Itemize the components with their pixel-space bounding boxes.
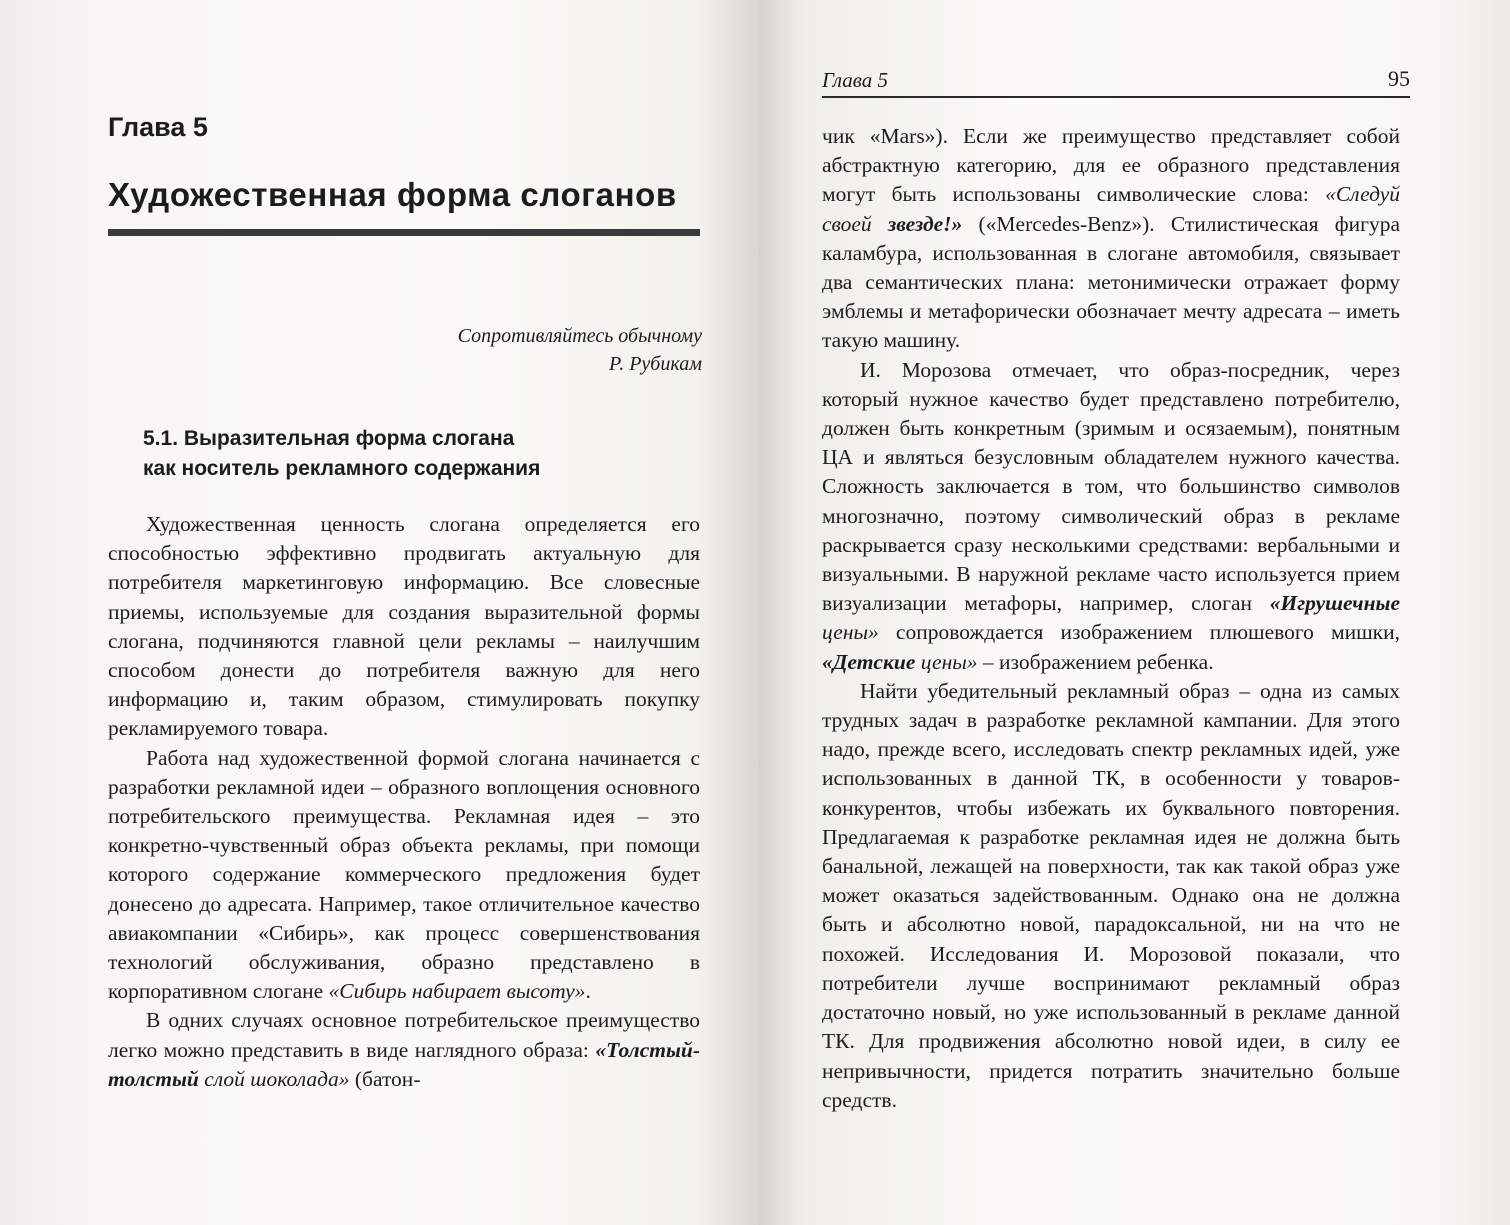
left-paragraph-3 [108,1006,700,1094]
right-paragraph-3: Найти убедительный рекламный образ – одна из самых трудных задач в разработке рекламной кампании. Для этого надо, прежде всего, исследовать спектр рекламных идей, уже использованных в данной ТК, в особенности у товаров-конкурентов, чтобы избежать их буквального повторения. Предлагаемая к разработке рекламная идея не должна быть банальной, лежащей на поверхности, так как такой образ уже может оказаться задействованным. Однако она не должна быть и абсолютно новой, парадоксальной, ни на что не похожей. Исследования И. Морозовой показали, что потребители лучше воспринимают рекламный образ достаточно новый, но уже использованный в рекламе данной ТК. Для продвижения абсолютно новой идеи, в силу ее непривычности, придется потратить значительно больше средств. [822,678,1400,1112]
epigraph-quote: Сопротивляйтесь обычному [457,325,702,347]
section-heading [143,424,703,484]
left-paragraph-3-text: В одних случаях основное потребительское преимущество легко можно представить в виде наглядного образа: [108,1008,700,1062]
slogan-detskie-bold: «Детские [822,649,916,674]
right-paragraph-1-end: («Mercedes-Benz»). Стилистическая фигура каламбура, использованная в слогане автомобиля, связывает два семантических плана: метонимически отражает форму эмблемы и метафорически обозначает мечту адресата – иметь такую машину. [822,211,1401,353]
chapter-title: Художественная форма слоганов [108,176,677,213]
slogan-igrushechnye-bold: «Игрушечные [1269,591,1400,616]
slogan-tolstyi-italic: слой шоколада» [198,1066,350,1091]
right-paragraph-2-middle: сопровождается изображением плюшевого мишки, [878,620,1400,645]
right-paragraph-2-text: И. Морозова отмечает, что образ-посредник, через который нужное качество будет представлено потребителю, должен быть конкретным (зримым и осязаемым), понятным ЦА и являться безусловным обладателем нужного качества. Сложность заключается в том, что большинство символов многозначно, поэтому символический образ в рекламе раскрывается сразу несколькими средствами: вербальными и визуальными. В наружной рекламе часто используется прием визуализации метафоры, например, слоган [822,357,1400,616]
slogan-tolstyi-bold: «Толстый-толстый [108,1037,700,1091]
section-heading-line-1: 5.1. Выразительная форма слогана [143,427,515,450]
epigraph [300,322,702,378]
slogan-mercedes-bold: звезде!» [887,211,963,236]
epigraph-author: Р. Рубикам [609,353,702,375]
left-paragraph-2-text: Работа над художественной формой слогана начинается с разработки рекламной идеи – образного воплощения основного потребительского преимущества. Рекламная идея – это конкретно-чувственный образ объекта рекламы, при помощи которого содержание коммерческого предложения будет донесено до адресата. Например, такое отличительное качество авиакомпании «Сибирь», как процесс совершенствования технологий обслуживания, образно представлено в корпоративном слогане [108,745,700,1004]
left-paragraph-2 [108,744,700,1007]
left-paragraph-1: Художественная ценность слогана определяется его способностью эффективно продвигать актуальную для потребителя маркетинговую информацию. Все словесные приемы, используемые для создания выразительной формы слогана, подчиняются главной цели рекламы – наилучшим способом донести до потребителя важную для него информацию и, таким образом, стимулировать покупку рекламируемого товара. [108,512,700,741]
right-paragraph-2-end: – изображением ребенка. [977,649,1214,674]
left-body-text [108,510,700,1094]
running-title: Глава 5 [822,68,888,92]
left-paragraph-2-end: . [585,979,591,1004]
running-head [822,66,1410,98]
slogan-sibir: «Сибирь набирает высоту» [328,979,586,1004]
right-paragraph-1-text: чик «Mars»). Если же преимущество представляет собой абстрактную категорию, для ее образного представления могут быть использованы символические слова: [822,124,1400,207]
right-body-text [822,122,1400,1115]
section-heading-line-2: как носитель рекламного содержания [143,457,541,480]
slogan-mercedes-italic: «Следуй своей [822,182,1400,236]
slogan-igrushechnye-italic: цены» [822,620,879,645]
chapter-label: Глава 5 [108,112,208,142]
page-number: 95 [1388,66,1410,91]
right-paragraph-2 [822,356,1400,677]
title-rule [108,229,700,236]
left-paragraph-3-end: (батон- [349,1066,421,1091]
right-paragraph-1 [822,122,1400,356]
slogan-detskie-italic: цены» [915,649,978,674]
